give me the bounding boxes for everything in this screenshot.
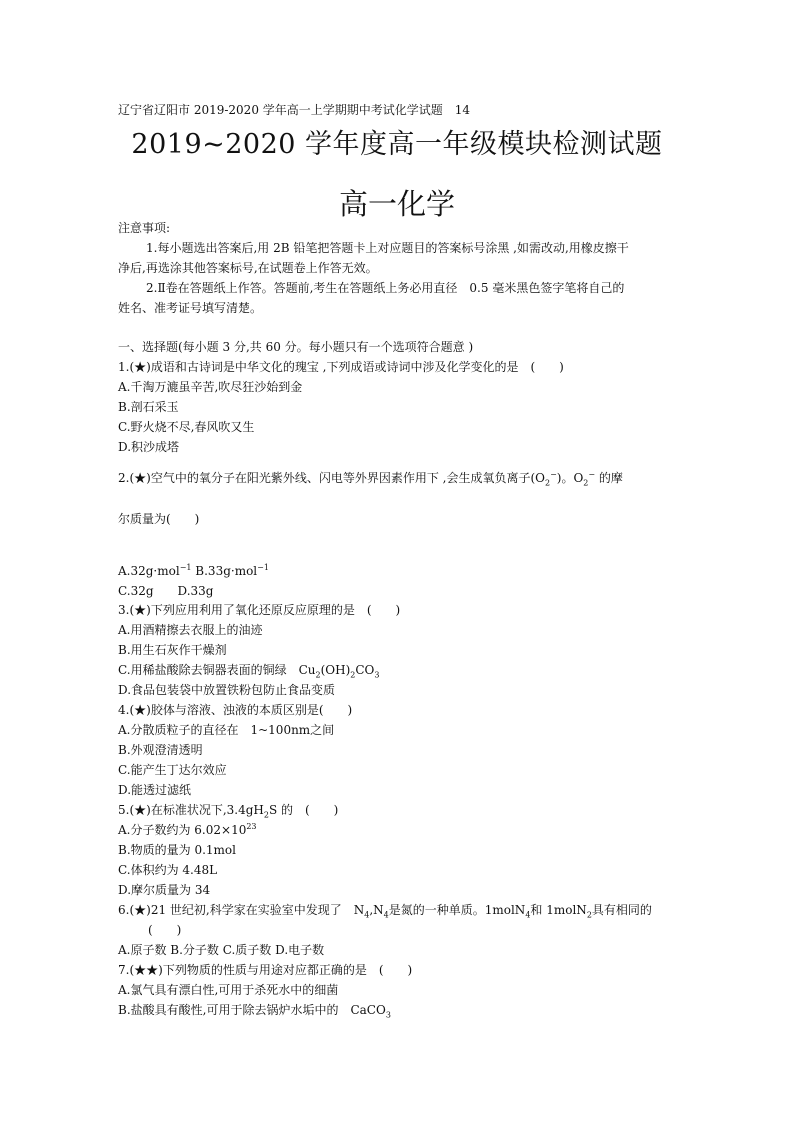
q2-o2-sup-1: −: [550, 470, 557, 479]
q2-o2-sup-2: −: [588, 470, 596, 479]
q5-option-d: D.摩尔质量为 34: [118, 883, 211, 897]
q2-option-a-exp: −1: [179, 563, 192, 572]
q6-n2-sub: 2: [586, 910, 592, 920]
q2-stem-part-c: 的摩: [595, 471, 623, 485]
q2-option-a: A.32g·mol: [118, 564, 180, 578]
source-line: 辽宁省辽阳市 2019-2020 学年高一上学期期中考试化学试题 14: [118, 103, 471, 117]
q6-stem-line2: ( ): [148, 923, 182, 937]
q2-o2-sub-1: 2: [544, 478, 551, 488]
q2-stem-part-a: 2.(★)空气中的氧分子在阳光紫外线、闪电等外界因素作用下 ,会生成氧负离子(O: [118, 471, 545, 485]
q6-stem-a: 6.(★)21 世纪初,科学家在实验室中发现了 N: [118, 903, 365, 917]
q3-option-c-co: CO: [355, 663, 375, 677]
q5-option-b: B.物质的量为 0.1mol: [118, 843, 236, 857]
q1-option-d: D.积沙成塔: [118, 440, 180, 454]
exam-title: 2019~2020 学年度高一年级模块检测试题: [131, 129, 663, 160]
q5-option-a-exp: 23: [246, 822, 257, 831]
q3-stem: 3.(★)下列应用利用了氧化还原反应原理的是 ( ): [118, 603, 401, 617]
q3-option-d: D.食品包装袋中放置铁粉包防止食品变质: [118, 683, 336, 697]
q2-option-b-exp: −1: [257, 563, 269, 572]
q3-option-c-text: C.用稀盐酸除去铜器表面的铜绿 Cu: [118, 663, 316, 677]
section-heading: 一、选择题(每小题 3 分,共 60 分。每小题只有一个选项符合题意 ): [118, 340, 474, 354]
q4-option-d: D.能透过滤纸: [118, 783, 192, 797]
q2-o2-sub-2: 2: [583, 478, 589, 488]
notice-item2-line2: 姓名、准考证号填写清楚。: [118, 301, 263, 315]
q2-options-cd: C.32g D.33g: [118, 584, 214, 598]
q6-stem-c: 是氮的一种单质。1molN: [388, 903, 526, 917]
q4-option-c: C.能产生丁达尔效应: [118, 763, 227, 777]
q3-option-c-sub1: 2: [315, 670, 321, 680]
q2-stem-line1: [118, 470, 623, 486]
q7-option-a: A.氯气具有漂白性,可用于杀死水中的细菌: [118, 983, 339, 997]
q5-stem-sub: 2: [263, 810, 269, 820]
q7-option-b-sub: 3: [385, 1010, 391, 1020]
q2-options-ab: [118, 563, 269, 579]
q3-option-a: A.用酒精擦去衣服上的油迹: [118, 623, 263, 637]
q3-option-c-sub3: 3: [374, 670, 380, 680]
q6-n4-sub-2: 4: [383, 910, 389, 920]
q1-option-c: C.野火烧不尽,春风吹又生: [118, 420, 255, 434]
q5-stem: [118, 802, 338, 818]
q6-n4-sub-1: 4: [364, 910, 370, 920]
q3-option-c-oh: (OH): [320, 663, 351, 677]
q7-stem: 7.(★★)下列物质的性质与用途对应都正确的是 ( ): [118, 963, 413, 977]
q1-option-b: B.剖石采玉: [118, 400, 179, 414]
q5-stem-end: S 的 ( ): [268, 803, 339, 817]
q5-option-a-text: A.分子数约为 6.02×10: [118, 823, 247, 837]
q3-option-c: [118, 662, 379, 678]
q6-n4-sub-3: 4: [525, 910, 531, 920]
q6-stem-b: ,N: [369, 903, 384, 917]
q5-option-c: C.体积约为 4.48L: [118, 863, 218, 877]
q2-option-b: B.33g·mol: [191, 564, 258, 578]
q6-options: A.原子数 B.分子数 C.质子数 D.电子数: [118, 943, 325, 957]
q2-stem-part-b: )。O: [556, 471, 584, 485]
notice-heading: 注意事项:: [118, 221, 171, 235]
q3-option-c-sub2: 2: [350, 670, 356, 680]
q4-stem: 4.(★)胶体与溶液、浊液的本质区别是( ): [118, 703, 353, 717]
q5-option-a: [118, 822, 257, 838]
notice-item1-line2: 净后,再选涂其他答案标号,在试题卷上作答无效。: [118, 261, 378, 275]
exam-subtitle: 高一化学: [338, 187, 455, 221]
q4-option-b: B.外观澄清透明: [118, 743, 203, 757]
q5-stem-text: 5.(★)在标准状况下,3.4gH: [118, 803, 264, 817]
q3-option-b: B.用生石灰作干燥剂: [118, 643, 227, 657]
q6-stem-e: 具有相同的: [591, 903, 652, 917]
notice-item2-line1: 2.Ⅱ卷在答题纸上作答。答题前,考生在答题纸上务必用直径 0.5 毫米黑色签字笔将自己的: [146, 281, 625, 295]
q4-option-a: A.分散质粒子的直径在 1~100nm之间: [118, 723, 335, 737]
q6-stem-d: 和 1molN: [530, 903, 587, 917]
q1-stem: 1.(★)成语和古诗词是中华文化的瑰宝 ,下列成语或诗词中涉及化学变化的是 ( ): [118, 360, 564, 374]
q2-stem-line2: 尔质量为( ): [118, 512, 200, 526]
notice-item1-line1: 1.每小题选出答案后,用 2B 铅笔把答题卡上对应题目的答案标号涂黑 ,如需改动,用橡皮擦干: [146, 241, 629, 255]
q7-option-b-text: B.盐酸具有酸性,可用于除去锅炉水垢中的 CaCO: [118, 1003, 386, 1017]
q1-option-a: A.千淘万漉虽辛苦,吹尽狂沙始到金: [118, 380, 303, 394]
q7-option-b: [118, 1002, 391, 1018]
q6-stem-line1: [118, 902, 652, 918]
